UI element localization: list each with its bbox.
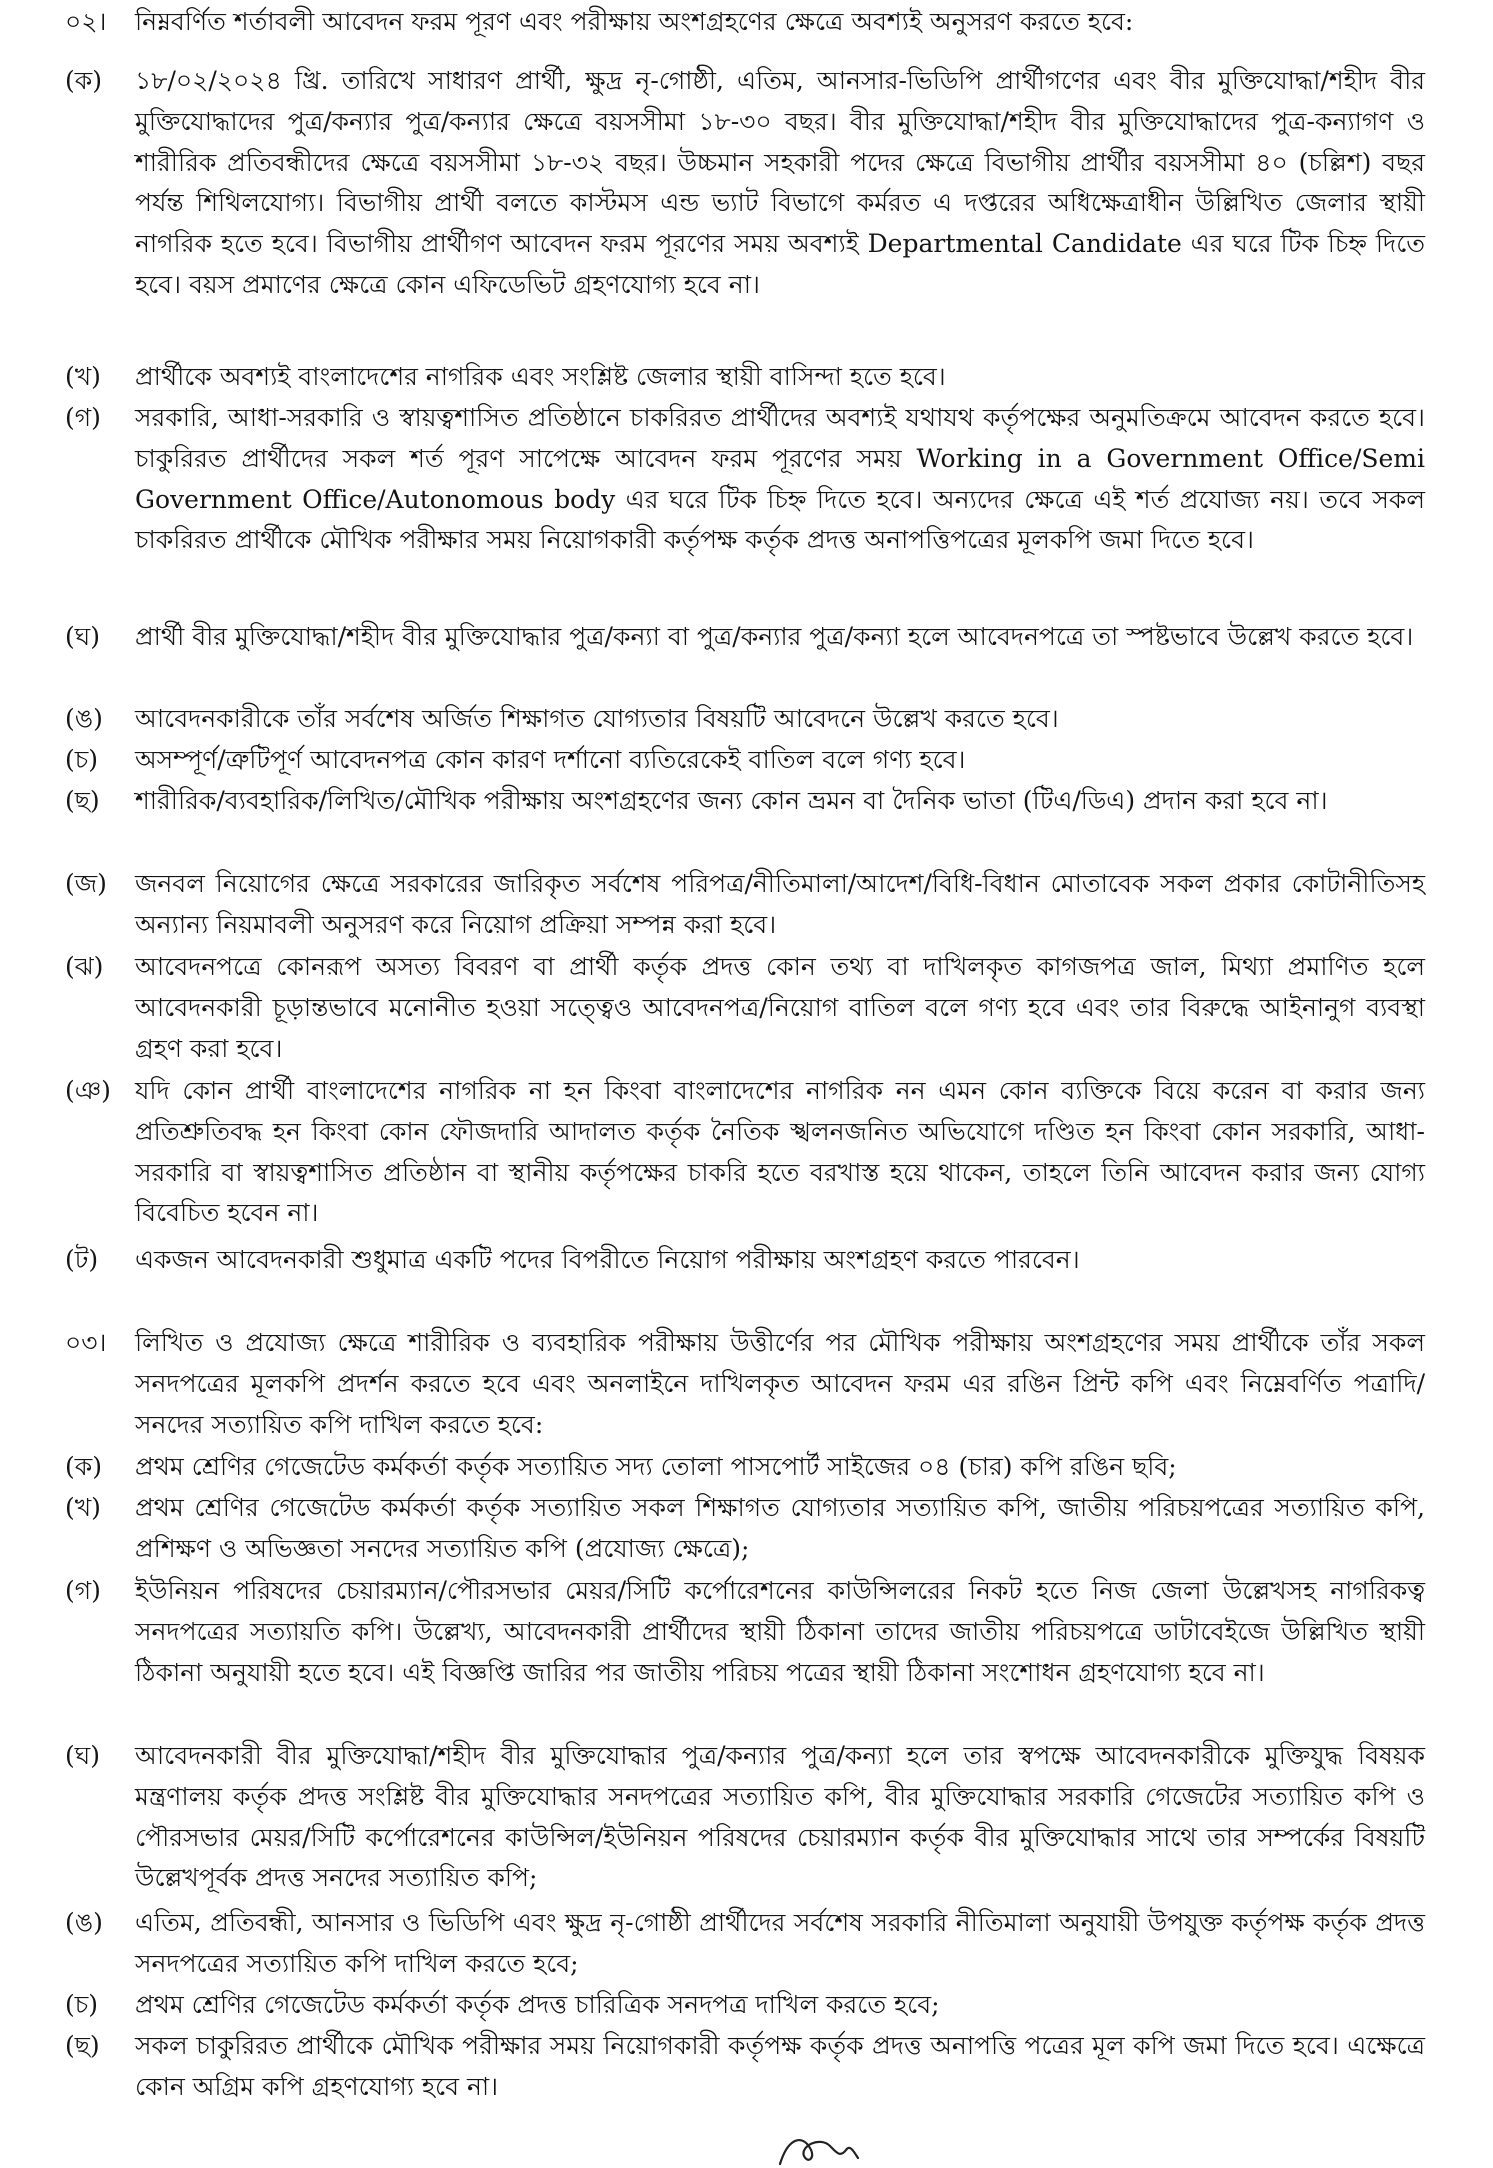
section-number: ০২।	[65, 7, 107, 36]
clause-label: (ঙ)	[65, 1908, 103, 1937]
clause-text: প্রথম শ্রেণির গেজেটেড কর্মকর্তা কর্তৃক প্রদত্ত চারিত্রিক সনদপত্র দাখিল করতে হবে;	[135, 1990, 940, 2019]
clause-label: (ছ)	[65, 2031, 100, 2060]
clause-item	[65, 1903, 1425, 1985]
clause-item	[65, 1071, 1425, 1234]
clause-item	[65, 398, 1425, 561]
section-03-heading-block	[65, 1323, 1425, 1445]
clause-text: যদি কোন প্রার্থী বাংলাদেশের নাগরিক না হন কিংবা বাংলাদেশের নাগরিক নন এমন কোন ব্যক্তিকে বিয়ে করেন বা করার জন্য প্রতিশ্রুতিবদ্ধ হন কিংবা কোন ফৌজদারি আদালত কর্তৃক নৈতিক স্খলনজনিত অভিযোগে দণ্ডিত হন কিংবা কোন সরকারি, আধা-সরকারি বা স্বায়ত্বশাসিত প্রতিষ্ঠান বা স্থানীয় কর্তৃপক্ষের চাকরি হতে বরখাস্ত হয়ে থাকেন, তাহলে তিনি আবেদন করার জন্য যোগ্য বিবেচিত হবেন না।	[135, 1076, 1425, 1228]
clause-label: (ঝ)	[65, 952, 104, 981]
clause-text: আবেদনকারীকে তাঁর সর্বশেষ অর্জিত শিক্ষাগত যোগ্যতার বিষয়টি আবেদনে উল্লেখ করতে হবে।	[135, 704, 1059, 733]
clause-label: (ঞ)	[65, 1076, 111, 1105]
clause-text: প্রথম শ্রেণির গেজেটেড কর্মকর্তা কর্তৃক সত্যায়িত সদ্য তোলা পাসপোর্ট সাইজের ০৪ (চার) কপি রঙিন ছবি;	[135, 1452, 1177, 1481]
clause-label: (চ)	[65, 745, 98, 774]
clause-item	[65, 1447, 1425, 1488]
clause-text: ১৮/০২/২০২৪ খ্রি. তারিখে সাধারণ প্রার্থী, ক্ষুদ্র নৃ-গোষ্ঠী, এতিম, আনসার-ভিডিপি প্রার্থীগণের এবং বীর মুক্তিযোদ্ধা/শহীদ বীর মুক্তিযোদ্ধাদের পুত্র/কন্যার পুত্র/কন্যার ক্ষেত্রে বয়সসীমা ১৮-৩০ বছর। বীর মুক্তিযোদ্ধা/শহীদ বীর মুক্তিযোদ্ধাদের পুত্র-কন্যাগণ ও শারীরিক প্রতিবন্ধীদের ক্ষেত্রে বয়সসীমা ১৮-৩২ বছর। উচ্চমান সহকারী পদের ক্ষেত্রে বিভাগীয় প্রার্থীর বয়সসীমা ৪০ (চল্লিশ) বছর পর্যন্ত শিথিলযোগ্য। বিভাগীয় প্রার্থী বলতে কাস্টমস এন্ড ভ্যাট বিভাগে কর্মরত এ দপ্তরের অধিক্ষেত্রাধীন উল্লিখিত জেলার স্থায়ী নাগরিক হতে হবে। বিভাগীয় প্রার্থীগণ আবেদন ফরম পূরণের সময় অবশ্যই Departmental Candidate এর ঘরে টিক চিহ্ন দিতে হবে। বয়স প্রমাণের ক্ষেত্রে কোন এফিডেভিট গ্রহণযোগ্য হবে না।	[135, 66, 1425, 299]
clause-item	[65, 864, 1425, 946]
clause-label: (জ)	[65, 869, 107, 898]
clause-text: আবেদনকারী বীর মুক্তিযোদ্ধা/শহীদ বীর মুক্তিযোদ্ধার পুত্র/কন্যার পুত্র/কন্যা হলে তার স্বপক্ষে আবেদনকারীকে মুক্তিযুদ্ধ বিষয়ক মন্ত্রণালয় কর্তৃক প্রদত্ত সংশ্লিষ্ট বীর মুক্তিযোদ্ধার সনদপত্রের সত্যায়িত কপি, বীর মুক্তিযোদ্ধার সরকারি গেজেটের সত্যায়িত কপি ও পৌরসভার মেয়র/সিটি কর্পোরেশনের কাউন্সিল/ইউনিয়ন পরিষদের চেয়ারম্যান কর্তৃক বীর মুক্তিযোদ্ধার সাথে তার সম্পর্কের বিষয়টি উল্লেখপূর্বক প্রদত্ত সনদের সত্যায়িত কপি;	[135, 1741, 1425, 1893]
clause-item	[65, 617, 1425, 658]
clause-label: (ট)	[65, 1245, 99, 1274]
clause-item	[65, 699, 1425, 740]
section-heading: লিখিত ও প্রযোজ্য ক্ষেত্রে শারীরিক ও ব্যবহারিক পরীক্ষায় উত্তীর্ণের পর মৌখিক পরীক্ষায় অংশগ্রহণের সময় প্রার্থীকে তাঁর সকল সনদপত্রের মূলকপি প্রদর্শন করতে হবে এবং অনলাইনে দাখিলকৃত আবেদন ফরম এর রঙিন প্রিন্ট কপি এবং নিম্নেবর্ণিত পত্রাদি/সনদের সত্যায়িত কপি দাখিল করতে হবে:	[135, 1328, 1425, 1439]
clause-text: একজন আবেদনকারী শুধুমাত্র একটি পদের বিপরীতে নিয়োগ পরীক্ষায় অংশগ্রহণ করতে পারবেন।	[135, 1245, 1080, 1274]
clause-text: ইউনিয়ন পরিষদের চেয়ারম্যান/পৌরসভার মেয়র/সিটি কর্পোরেশনের কাউন্সিলরের নিকট হতে নিজ জেলা উল্লেখসহ নাগরিকত্ব সনদপত্রের সত্যায়তি কপি। উল্লেখ্য, আবেদনকারী প্রার্থীদের স্থায়ী ঠিকানা তাদের জাতীয় পরিচয়পত্রে ডাটাবেইজে উল্লিখিত স্থায়ী ঠিকানা অনুযায়ী হতে হবে। এই বিজ্ঞপ্তি জারির পর জাতীয় পরিচয় পত্রের স্থায়ী ঠিকানা সংশোধন গ্রহণযোগ্য হবে না।	[135, 1576, 1425, 1687]
clause-text: জনবল নিয়োগের ক্ষেত্রে সরকারের জারিকৃত সর্বশেষ পরিপত্র/নীতিমালা/আদেশ/বিধি-বিধান মোতাবেক সকল প্রকার কোটানীতিসহ অন্যান্য নিয়মাবলী অনুসরণ করে নিয়োগ প্রক্রিয়া সম্পন্ন করা হবে।	[135, 869, 1425, 939]
clause-item	[65, 740, 1425, 781]
clause-label: (ঙ)	[65, 704, 103, 733]
clause-label: (ক)	[65, 66, 102, 95]
clause-item	[65, 1240, 1425, 1281]
clause-item	[65, 1571, 1425, 1693]
clause-text: সকল চাকুরিরত প্রার্থীকে মৌখিক পরীক্ষার সময় নিয়োগকারী কর্তৃপক্ষ কর্তৃক প্রদত্ত অনাপত্তি পত্রের মূল কপি জমা দিতে হবে। এক্ষেত্রে কোন অগ্রিম কপি গ্রহণযোগ্য হবে না।	[135, 2031, 1425, 2101]
clause-label: (ছ)	[65, 786, 100, 815]
section-heading: নিম্নবর্ণিত শর্তাবলী আবেদন ফরম পূরণ এবং পরীক্ষায় অংশগ্রহণের ক্ষেত্রে অবশ্যই অনুসরণ করতে হবে:	[135, 7, 1134, 36]
clause-text: এতিম, প্রতিবন্ধী, আনসার ও ভিডিপি এবং ক্ষুদ্র নৃ-গোষ্ঠী প্রার্থীদের সর্বশেষ সরকারি নীতিমালা অনুযায়ী উপযুক্ত কর্তৃপক্ষ কর্তৃক প্রদত্ত সনদপত্রের সত্যায়িত কপি দাখিল করতে হবে;	[135, 1908, 1425, 1978]
clause-text: শারীরিক/ব্যবহারিক/লিখিত/মৌখিক পরীক্ষায় অংশগ্রহণের জন্য কোন ভ্রমন বা দৈনিক ভাতা (টিএ/ডিএ) প্রদান করা হবে না।	[135, 786, 1328, 815]
clause-label: (গ)	[65, 403, 101, 432]
clause-item	[65, 1736, 1425, 1899]
clause-text: প্রার্থীকে অবশ্যই বাংলাদেশের নাগরিক এবং সংশ্লিষ্ট জেলার স্থায়ী বাসিন্দা হতে হবে।	[135, 362, 946, 391]
clause-item	[65, 2026, 1425, 2108]
clause-item	[65, 781, 1425, 822]
clause-label: (ক)	[65, 1452, 102, 1481]
clause-label: (ঘ)	[65, 1741, 100, 1770]
clause-label: (ঘ)	[65, 622, 100, 651]
clause-text: প্রার্থী বীর মুক্তিযোদ্ধা/শহীদ বীর মুক্তিযোদ্ধার পুত্র/কন্যা বা পুত্র/কন্যার পুত্র/কন্যা হলে আবেদনপত্রে তা স্পষ্টভাবে উল্লেখ করতে হবে।	[135, 622, 1414, 651]
clause-label: (গ)	[65, 1576, 101, 1605]
clause-text: অসম্পূর্ণ/ত্রুটিপূর্ণ আবেদনপত্র কোন কারণ দর্শানো ব্যতিরেকেই বাতিল বলে গণ্য হবে।	[135, 745, 966, 774]
clause-text: আবেদনপত্রে কোনরূপ অসত্য বিবরণ বা প্রার্থী কর্তৃক প্রদত্ত কোন তথ্য বা দাখিলকৃত কাগজপত্র জাল, মিথ্যা প্রমাণিত হলে আবেদনকারী চূড়ান্তভাবে মনোনীত হওয়া সত্ত্বেও আবেদনপত্র/নিয়োগ বাতিল বলে গণ্য হবে এবং তার বিরুদ্ধে আইনানুগ ব্যবস্থা গ্রহণ করা হবে।	[135, 952, 1425, 1063]
section-02-heading-block	[65, 2, 1425, 43]
clause-label: (চ)	[65, 1990, 98, 2019]
clause-item	[65, 1985, 1425, 2026]
clause-item	[65, 61, 1425, 306]
clause-item	[65, 1488, 1425, 1570]
clause-item	[65, 357, 1425, 398]
signature-mark-icon	[770, 2128, 865, 2168]
section-number: ০৩।	[65, 1328, 107, 1357]
clause-item	[65, 947, 1425, 1069]
clause-label: (খ)	[65, 1493, 101, 1522]
clause-text: প্রথম শ্রেণির গেজেটেড কর্মকর্তা কর্তৃক সত্যায়িত সকল শিক্ষাগত যোগ্যতার সত্যায়িত কপি, জাতীয় পরিচয়পত্রের সত্যায়িত কপি, প্রশিক্ষণ ও অভিজ্ঞতা সনদের সত্যায়িত কপি (প্রযোজ্য ক্ষেত্রে);	[135, 1493, 1425, 1563]
clause-text: সরকারি, আধা-সরকারি ও স্বায়ত্বশাসিত প্রতিষ্ঠানে চাকরিরত প্রার্থীদের অবশ্যই যথাযথ কর্তৃপক্ষের অনুমতিক্রমে আবেদন করতে হবে। চাকুরিরত প্রার্থীদের সকল শর্ত পূরণ সাপেক্ষে আবেদন ফরম পূরণের সময় Working in a Government Office/Semi Government Office/Autonomous body এর ঘরে টিক চিহ্ন দিতে হবে। অন্যদের ক্ষেত্রে এই শর্ত প্রযোজ্য নয়। তবে সকল চাকরিরত প্রার্থীকে মৌখিক পরীক্ষার সময় নিয়োগকারী কর্তৃপক্ষ কর্তৃক প্রদত্ত অনাপত্তিপত্রের মূলকপি জমা দিতে হবে।	[135, 403, 1425, 555]
clause-label: (খ)	[65, 362, 101, 391]
